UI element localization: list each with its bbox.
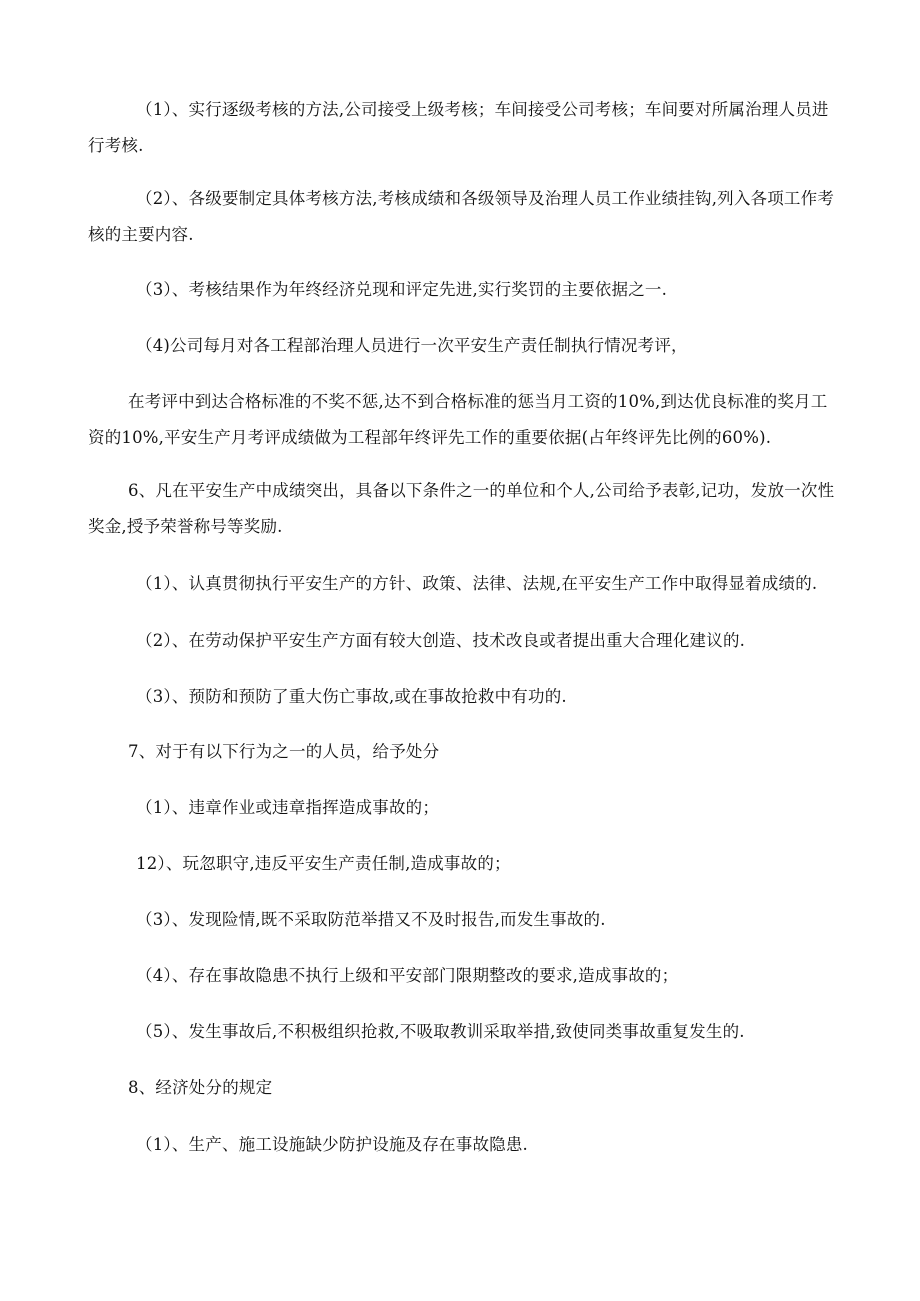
paragraph-5: 在考评中到达合格标准的不奖不惩,达不到合格标准的惩当月工资的10%,到达优良标准的奖月工资的10%,平安生产月考评成绩做为工程部年终评先工作的重要依据(占年终评先比例的60%).: [88, 392, 828, 447]
paragraph-4: （4)公司每月对各工程部治理人员进行一次平安生产责任制执行情况考评，: [136, 336, 688, 355]
paragraph-10: 7、对于有以下行为之一的人员，给予处分: [128, 742, 440, 761]
paragraph-12: 12）、玩忽职守,违反平安生产责任制,造成事故的；: [136, 854, 511, 873]
paragraph-6: 6、凡在平安生产中成绩突出，具备以下条件之一的单位和个人,公司给予表彰,记功，发放一次性奖金,授予荣誉称号等奖励.: [88, 481, 835, 536]
paragraph-8: （2）、在劳动保护平安生产方面有较大创造、技术改良或者提出重大合理化建议的.: [136, 631, 746, 650]
paragraph-13: （3）、发现险情,既不采取防范举措又不及时报告,而发生事故的.: [136, 910, 606, 929]
paragraph-3: （3）、考核结果作为年终经济兑现和评定先进,实行奖罚的主要依据之一.: [136, 280, 668, 299]
paragraph-16: 8、经济处分的规定: [128, 1078, 273, 1097]
paragraph-7: （1）、认真贯彻执行平安生产的方针、政策、法律、法规,在平安生产工作中取得显着成绩的.: [136, 574, 818, 593]
paragraph-14: （4）、存在事故隐患不执行上级和平安部门限期整改的要求,造成事故的；: [136, 966, 679, 985]
paragraph-9: （3）、预防和预防了重大伤亡事故,或在事故抢救中有功的.: [136, 687, 567, 706]
paragraph-1: （1）、实行逐级考核的方法,公司接受上级考核；车间接受公司考核；车间要对所属治理人员进行考核.: [88, 100, 829, 155]
paragraph-11: （1）、违章作业或违章指挥造成事故的；: [136, 798, 440, 817]
paragraph-15: （5）、发生事故后,不积极组织抢救,不吸取教训采取举措,致使同类事故重复发生的.: [136, 1022, 745, 1041]
paragraph-17: （1）、生产、施工设施缺少防护设施及存在事故隐患.: [136, 1135, 528, 1154]
paragraph-2: （2）、各级要制定具体考核方法,考核成绩和各级领导及治理人员工作业绩挂钩,列入各项工作考核的主要内容.: [88, 189, 835, 244]
